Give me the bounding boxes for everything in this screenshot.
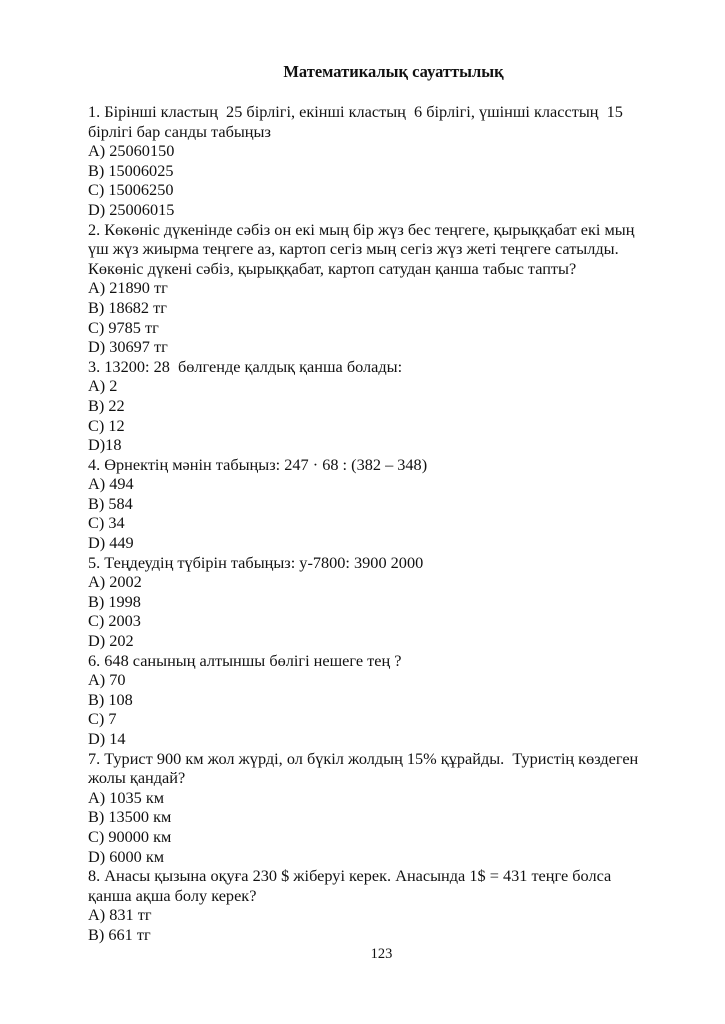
question-4 [88,455,688,553]
question-text: 8. Анасы қызына оқуға 230 $ жіберуі керек. Анасында 1$ = 431 теңге болса [88,866,612,886]
answer-option: A) 831 тг [88,905,152,925]
question-text: жолы қандай? [88,768,186,788]
question-text: 3. 13200: 28 бөлгенде қалдық қанша болады: [88,356,403,376]
answer-option: B) 661 тг [88,924,151,944]
questions-list [88,102,688,945]
question-text: қанша ақша болу керек? [88,885,257,905]
answer-option: D) 6000 км [88,846,165,866]
answer-option: A) 494 [88,474,134,494]
answer-option: B) 584 [88,493,133,513]
answer-option: A) 1035 км [88,787,165,807]
question-text: 6. 648 санының алтыншы бөлігі нешеге тең ? [88,650,402,670]
question-5 [88,553,688,651]
question-text: 4. Өрнектің мәнін табыңыз: 247 · 68 : (382 – 348) [88,454,428,474]
question-text: 5. Теңдеудің түбірін табыңыз: y-7800: 3900 2000 [88,552,424,572]
page-title: Математикалық сауаттылық [283,62,504,81]
answer-option: C) 7 [88,709,117,729]
question-1 [88,102,688,220]
answer-option: B) 108 [88,689,133,709]
question-7 [88,749,688,867]
answer-option: C) 9785 тг [88,317,159,337]
answer-option: D) 25006015 [88,199,175,219]
answer-option: B) 15006025 [88,160,174,180]
answer-option: A) 2002 [88,572,142,592]
answer-option: C) 12 [88,415,125,435]
question-8 [88,866,688,944]
question-2 [88,220,688,357]
answer-option: A) 25060150 [88,141,175,161]
question-3 [88,357,688,455]
answer-option: D) 202 [88,631,134,651]
answer-option: A) 2 [88,376,118,396]
page-number: 123 [370,946,393,962]
answer-option: C) 34 [88,513,125,533]
question-text: 1. Бірінші кластың 25 бірлігі, екінші кластың 6 бірлігі, үшінші класстың 15 [88,102,623,121]
answer-option: C) 2003 [88,611,141,631]
answer-option: C) 90000 км [88,826,172,846]
answer-option: B) 1998 [88,591,141,611]
question-6 [88,651,688,749]
answer-option: D) 30697 тг [88,337,168,357]
answer-option: A) 70 [88,670,126,690]
answer-option: B) 18682 тг [88,297,167,317]
answer-option: C) 15006250 [88,180,174,200]
question-text: 2. Көкөніс дүкенінде сәбіз он екі мың бір жүз бес теңгеге, қырыққабат екі мың [88,219,635,239]
answer-option: B) 22 [88,395,125,415]
answer-option: B) 13500 км [88,807,172,827]
answer-option: A) 21890 тг [88,278,168,298]
answer-option: D) 14 [88,729,126,748]
answer-option: D)18 [88,435,122,455]
answer-option: D) 449 [88,533,134,553]
question-text: бірлігі бар санды табыңыз [88,121,271,141]
question-text: үш жүз жиырма теңгеге аз, картоп сегіз мың сегіз жүз жеті теңгеге сатылды. [88,239,619,259]
question-text: Көкөніс дүкені сәбіз, қырыққабат, картоп сатудан қанша табыс тапты? [88,258,577,278]
question-text: 7. Турист 900 км жол жүрді, ол бүкіл жолдың 15% құрайды. Туристің көздеген [88,748,639,768]
